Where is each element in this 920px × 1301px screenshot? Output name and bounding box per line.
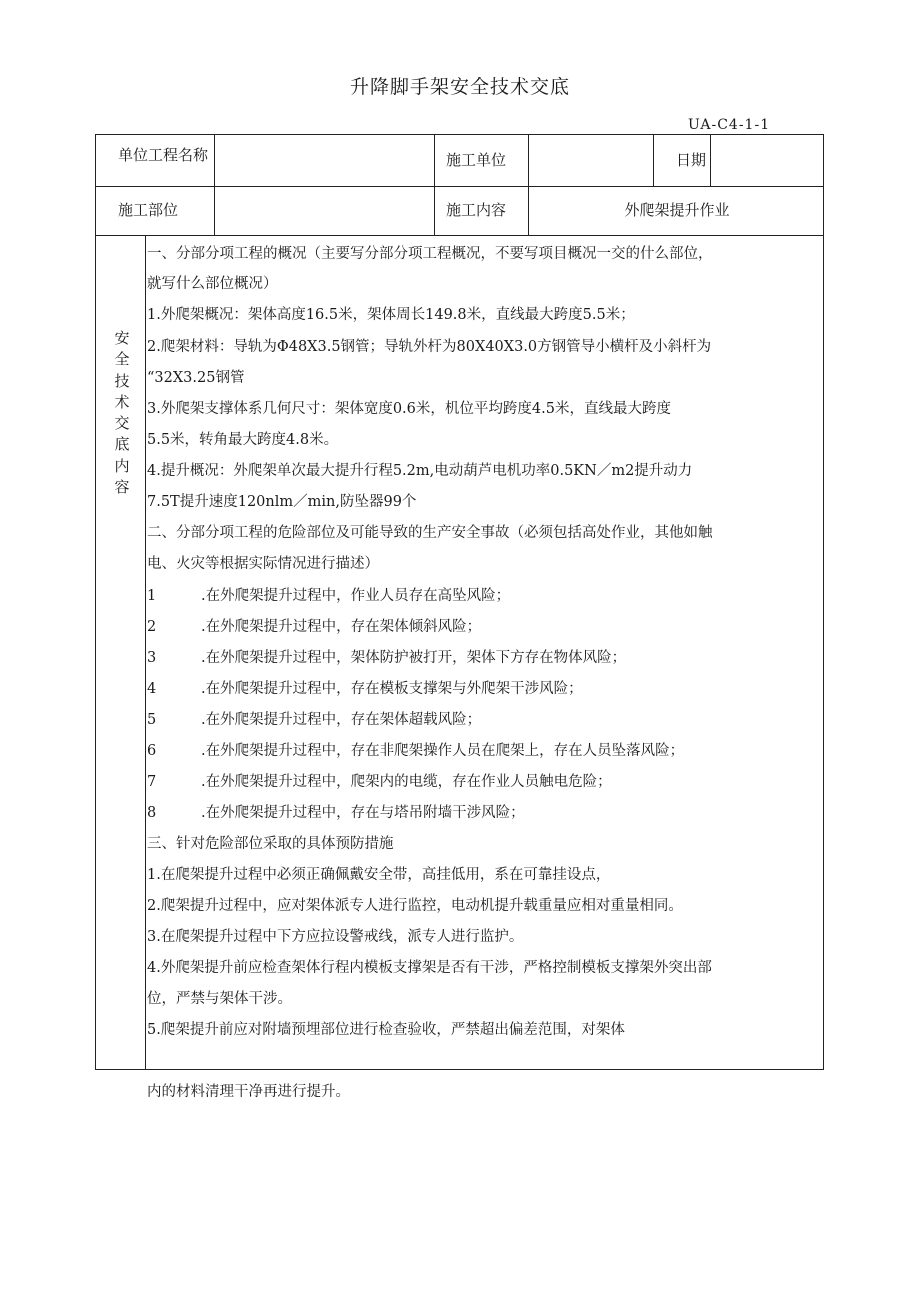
risk-item-number: 5	[147, 712, 157, 728]
section1-item: 3.外爬架支撑体系几何尺寸：架体宽度0.6米，机位平均跨度4.5米，直线最大跨度	[147, 401, 671, 417]
document-title: 升降脚手架安全技术交底	[349, 76, 570, 98]
project-name-label: 单位工程名称	[118, 146, 209, 164]
risk-item-text: .在外爬架提升过程中，存在模板支撑架与外爬架干涉风险；	[201, 681, 583, 697]
risk-item-text: .在外爬架提升过程中，作业人员存在高坠风险；	[201, 588, 511, 604]
risk-item-text: .在外爬架提升过程中，存在与塔吊附墙干涉风险；	[201, 805, 525, 821]
risk-item-number: 3	[147, 650, 157, 666]
section3-item: 5.爬架提升前应对附墙预埋部位进行检查验收，严禁超出偏差范围，对架体	[147, 1022, 625, 1038]
risk-item-text: .在外爬架提升过程中，爬架内的电缆，存在作业人员触电危险；	[201, 774, 612, 790]
section1-item: 4.提升概况：外爬架单次最大提升行程5.2m,电动葫芦电机功率0.5KN／m2提升动力	[147, 463, 693, 479]
section1-item: 2.爬架材料：导轨为Φ48X3.5钢管；导轨外杆为80X40X3.0方钢管导小横杆及小斜杆为	[147, 339, 712, 355]
date-label: 日期	[676, 151, 707, 169]
section3-heading: 三、针对危险部位采取的具体预防措施	[147, 836, 394, 852]
continuation-text: 内的材料清理干净再进行提升。	[147, 1084, 350, 1100]
section3-item-cont: 位，严禁与架体干涉。	[147, 991, 292, 1007]
col-divider	[528, 134, 529, 235]
document-code: UA-C4-1-1	[688, 117, 771, 133]
risk-item-number: 4	[147, 681, 157, 697]
section1-heading: 一、分部分项工程的概况（主要写分部分项工程概况，不要写项目概况一交的什么部位，	[147, 246, 713, 262]
risk-item-text: .在外爬架提升过程中，存在架体超载风险；	[201, 712, 482, 728]
col-divider	[710, 134, 711, 186]
section3-item: 4.外爬架提升前应检查架体行程内模板支撑架是否有干涉，严格控制模板支撑架外突出部	[147, 960, 712, 976]
risk-item-text: .在外爬架提升过程中，存在非爬架操作人员在爬架上，存在人员坠落风险；	[201, 743, 685, 759]
section1-item-cont: 5.5米，转角最大跨度4.8米。	[147, 432, 339, 448]
row-divider	[95, 186, 824, 187]
col-divider	[214, 134, 215, 235]
section3-item: 1.在爬架提升过程中必须正确佩戴安全带，高挂低用，系在可靠挂设点，	[147, 867, 611, 883]
col-divider	[653, 134, 654, 186]
col-divider	[145, 235, 146, 1070]
section2-heading-cont: 电、火灾等根据实际情况进行描述）	[147, 556, 379, 572]
section3-item: 3.在爬架提升过程中下方应拉设警戒线，派专人进行监护。	[147, 929, 524, 945]
risk-item-number: 6	[147, 743, 157, 759]
content-value: 外爬架提升作业	[624, 201, 730, 219]
side-label: 安全技术交底内容	[114, 329, 130, 497]
section1-item: 1.外爬架概况：架体高度16.5米，架体周长149.8米，直线最大跨度5.5米；	[147, 307, 635, 323]
col-divider	[434, 134, 435, 235]
risk-item-text: .在外爬架提升过程中，架体防护被打开，架体下方存在物体风险；	[201, 650, 627, 666]
row-divider	[95, 235, 824, 236]
section1-item-cont: 7.5T提升速度120nlm／min,防坠器99个	[147, 494, 417, 510]
section1-item-cont: “32X3.25钢管	[147, 370, 245, 386]
risk-item-number: 7	[147, 774, 157, 790]
risk-item-number: 1	[147, 588, 157, 604]
risk-item-number: 8	[147, 805, 157, 821]
section1-heading-cont: 就写什么部位概况）	[147, 276, 278, 292]
risk-item-number: 2	[147, 619, 157, 635]
content-label: 施工内容	[446, 201, 507, 219]
location-label: 施工部位	[118, 201, 179, 219]
section2-heading: 二、分部分项工程的危险部位及可能导致的生产安全事故（必须包括高处作业，其他如触	[147, 525, 713, 541]
contractor-label: 施工单位	[446, 151, 507, 169]
risk-item-text: .在外爬架提升过程中，存在架体倾斜风险；	[201, 619, 482, 635]
section3-item: 2.爬架提升过程中，应对架体派专人进行监控，电动机提升载重量应相对重量相同。	[147, 898, 683, 914]
